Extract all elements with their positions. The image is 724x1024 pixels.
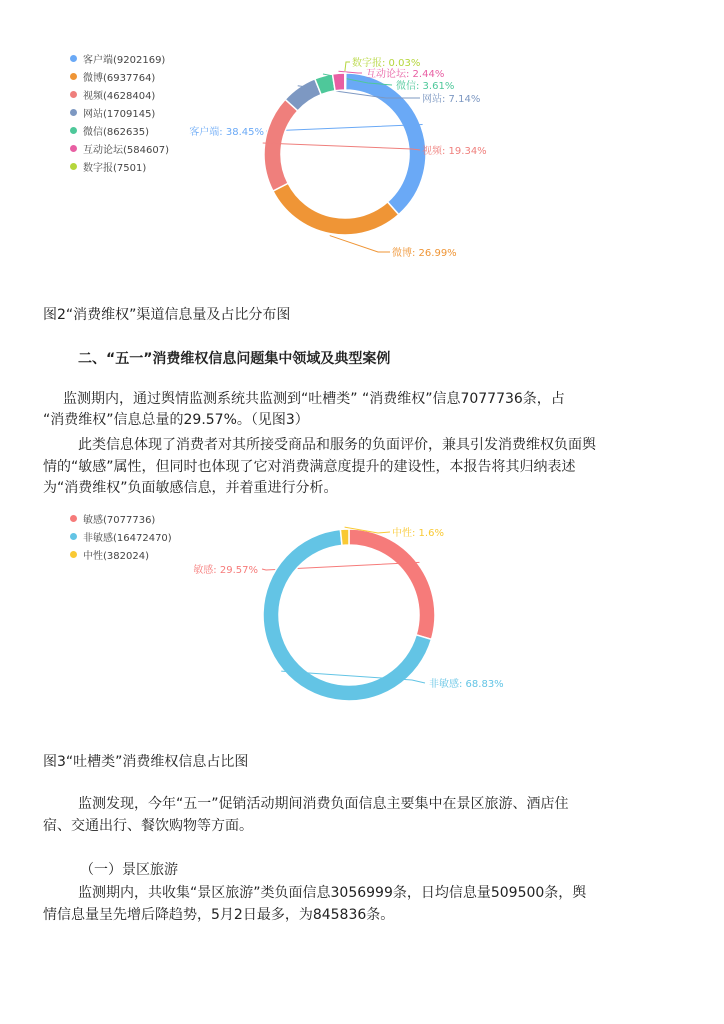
paragraph-4-cont	[43, 905, 394, 926]
legend-label: 非敏感(16472470)	[83, 532, 172, 544]
legend-label: 敏感(7077736)	[83, 514, 156, 526]
legend-label: 数字报(7501)	[83, 162, 147, 174]
legend-label: 网站(1709145)	[83, 108, 156, 120]
legend-label: 微信(862635)	[83, 126, 149, 138]
paragraph-3-cont	[43, 816, 253, 837]
paragraph-2-line-2: 情的“敏感”属性，但同时也体现了它对消费满意度提升的建设性，本报告将其归纳表述	[43, 459, 576, 475]
donut-slice	[273, 183, 399, 235]
legend-label: 微博(6937764)	[83, 72, 156, 84]
paragraph-1-line-2: “消费维权”信息总量的29.57%。（见图3）	[43, 412, 309, 428]
donut-slice	[264, 99, 298, 191]
donut-slice	[345, 73, 346, 90]
data-label: 微信: 3.61%	[396, 81, 455, 92]
data-label: 互动论坛: 2.44%	[366, 69, 445, 80]
paragraph-1	[63, 389, 565, 410]
paragraph-3	[78, 794, 569, 815]
paragraph-3-line-1: 监测发现，今年“五一”促销活动期间消费负面信息主要集中在景区旅游、酒店住	[78, 796, 569, 812]
leader-line	[345, 62, 350, 71]
donut-slice	[349, 529, 435, 639]
donut-slice	[332, 73, 344, 91]
paragraph-4-line-2: 情信息量呈先增后降趋势，5月2日最多，为845836条。	[43, 907, 395, 923]
data-label: 数字报: 0.03%	[352, 58, 421, 69]
paragraph-2-line-3: 为“消费维权”负面敏感信息，并着重进行分析。	[43, 480, 338, 496]
data-label: 中性: 1.6%	[392, 528, 444, 539]
figure2-caption: 图2“消费维权”渠道信息量及占比分布图	[43, 307, 291, 323]
data-label: 客户端: 38.45%	[189, 127, 264, 138]
leader-line	[330, 236, 390, 252]
data-label: 非敏感: 68.83%	[429, 679, 504, 690]
paragraph-2-line-1: 此类信息体现了消费者对其所接受商品和服务的负面评价，兼具引发消费维权负面舆	[78, 437, 596, 453]
data-label: 敏感: 29.57%	[193, 565, 258, 576]
figure2-donut-chart	[0, 40, 724, 280]
paragraph-2	[78, 435, 596, 456]
section-heading: 二、“五一”消费维权信息问题集中领域及典型案例	[78, 351, 391, 367]
paragraph-4-line-1: 监测期内，共收集“景区旅游”类负面信息3056999条，日均信息量509500条，舆	[78, 885, 587, 901]
paragraph-3-line-2: 宿、交通出行、餐饮购物等方面。	[43, 818, 253, 834]
figure3-caption: 图3“吐槽类”消费维权信息占比图	[43, 754, 249, 770]
legend-label: 客户端(9202169)	[83, 54, 166, 66]
leader-line	[266, 125, 423, 131]
legend-label: 互动论坛(584607)	[83, 144, 169, 156]
paragraph-1-cont	[43, 410, 309, 431]
legend-label: 中性(382024)	[83, 550, 149, 562]
data-label: 微博: 26.99%	[392, 248, 457, 259]
paragraph-1-line-1: 监测期内，通过舆情监测系统共监测到“吐槽类” “消费维权”信息7077736条，占	[63, 391, 565, 407]
subheading-scenic-tourism: （一）景区旅游	[80, 862, 178, 878]
figure3-donut-chart	[0, 520, 724, 720]
leader-line	[263, 143, 420, 150]
donut-slice	[340, 529, 349, 545]
legend-label: 视频(4628404)	[83, 90, 156, 102]
paragraph-4	[78, 883, 586, 904]
paragraph-2-cont	[43, 457, 576, 499]
data-label: 视频: 19.34%	[422, 146, 487, 157]
data-label: 网站: 7.14%	[422, 94, 481, 105]
